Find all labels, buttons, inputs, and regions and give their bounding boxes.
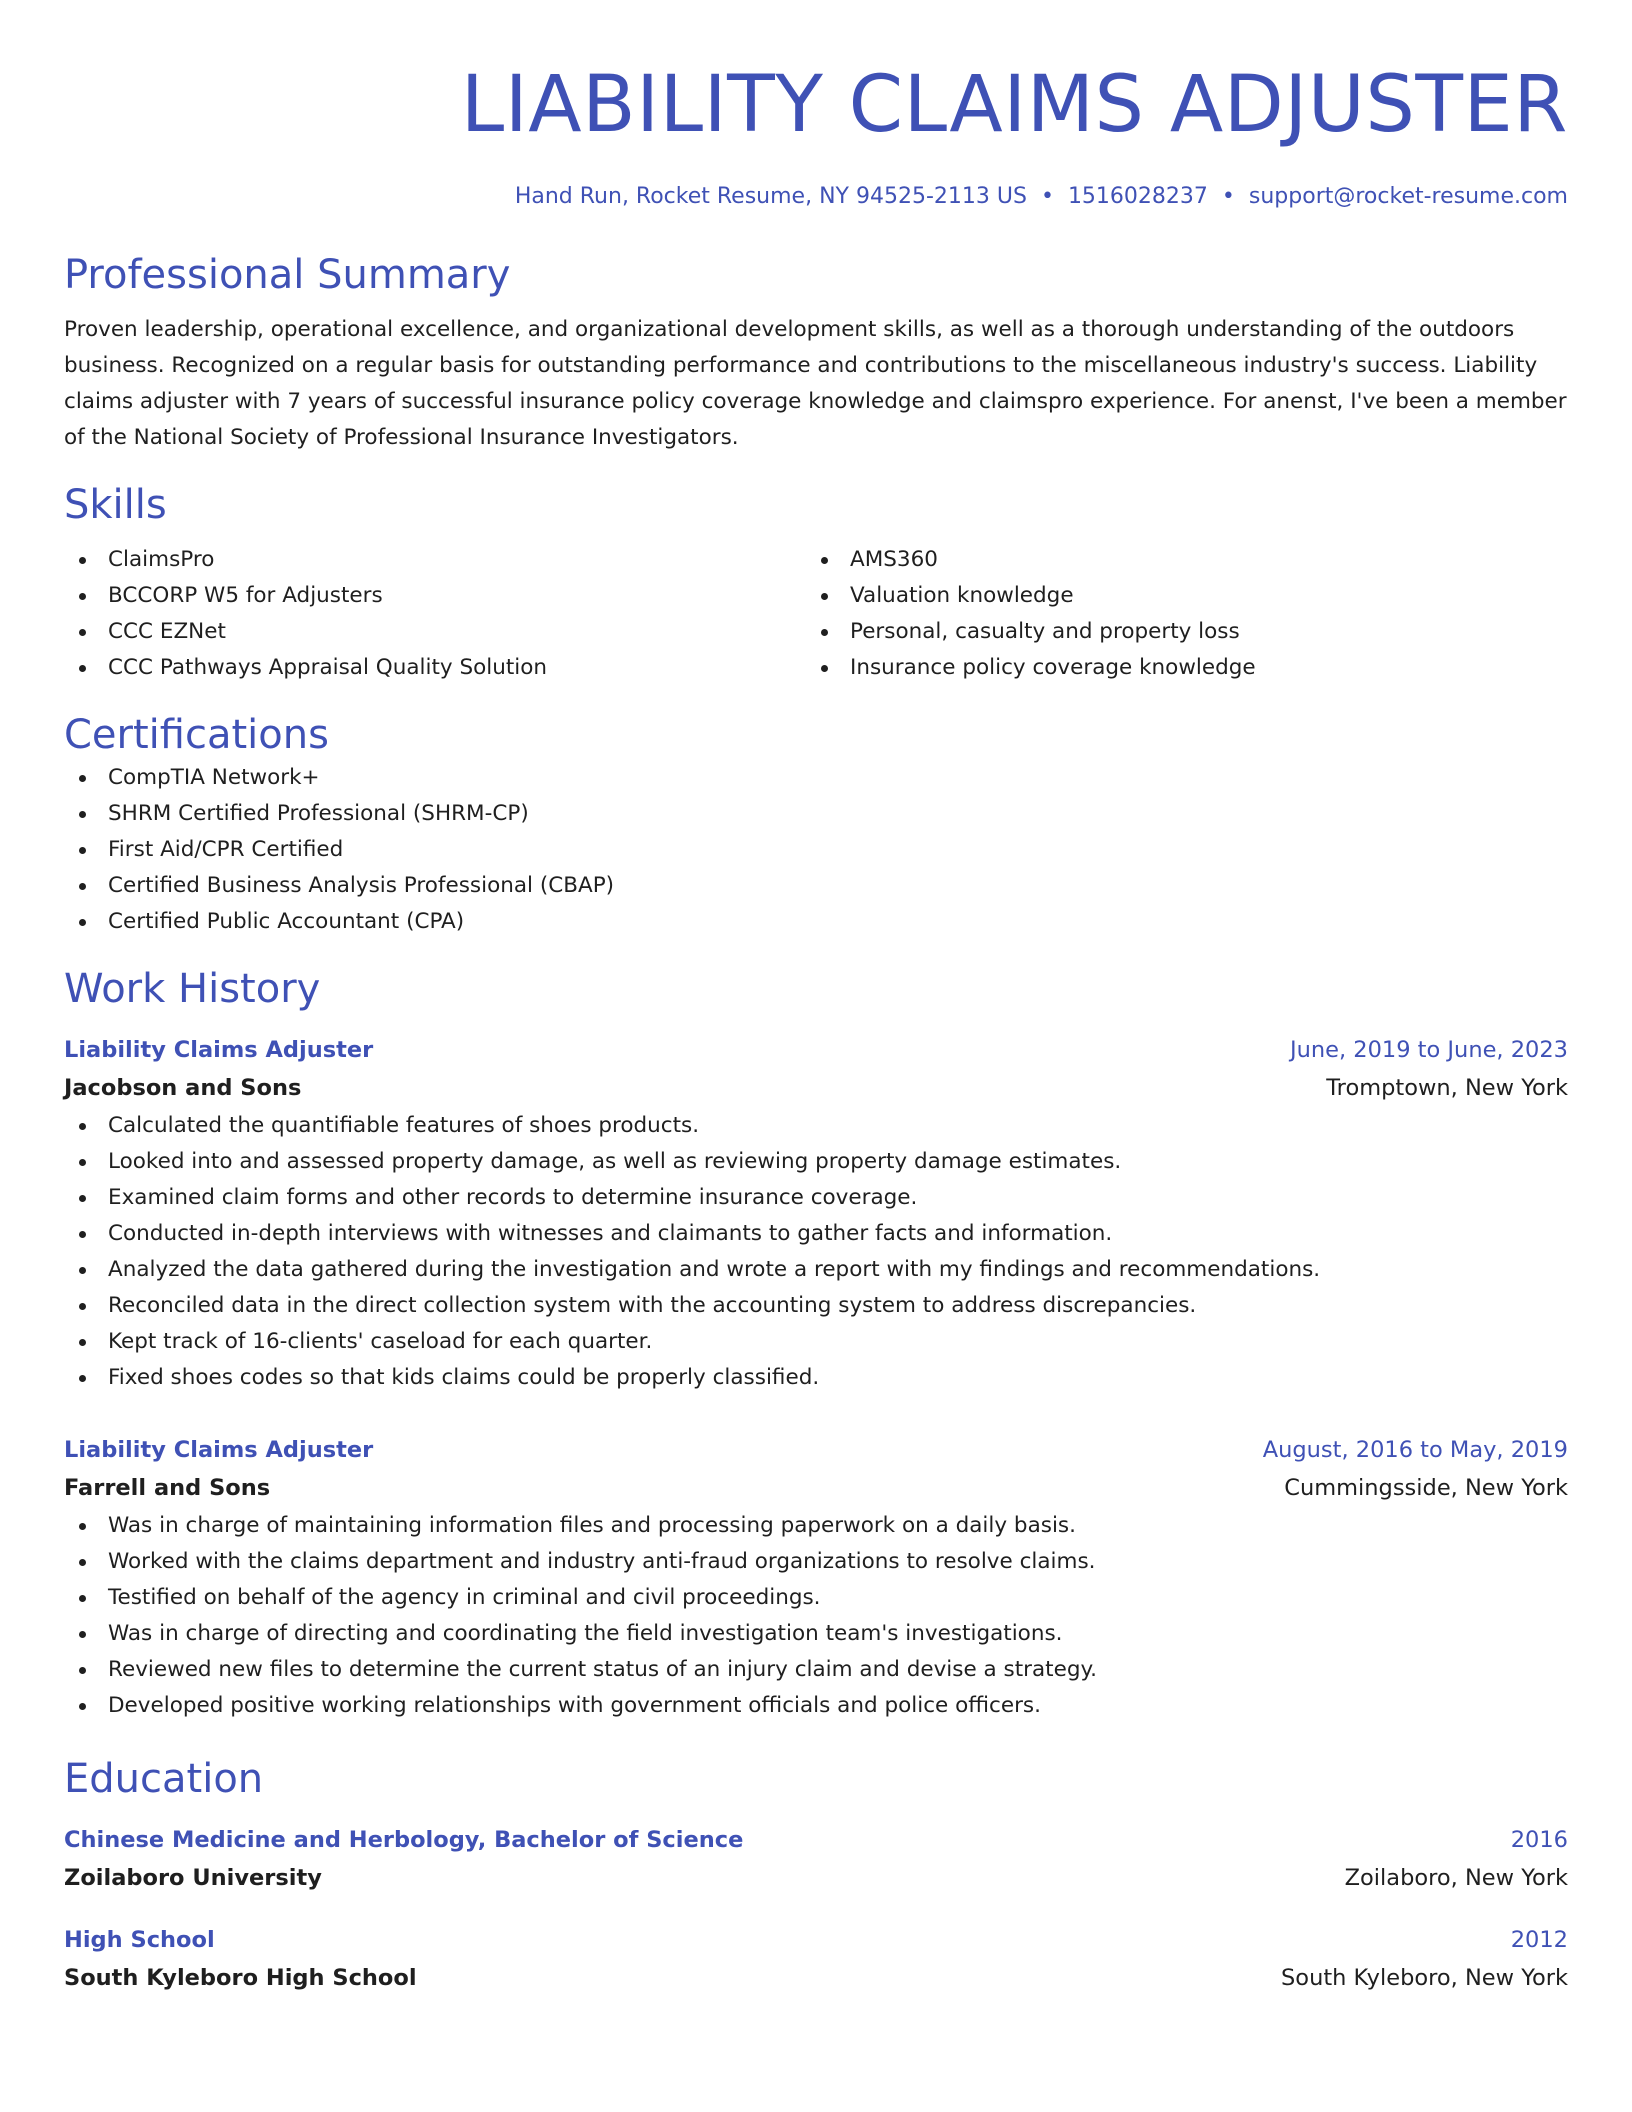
job-title: Liability Claims Adjuster (64, 1437, 374, 1463)
job-employer: Jacobson and Sons (64, 1075, 302, 1101)
job-header-row (64, 1432, 1568, 1468)
job-header-row (64, 1032, 1568, 1068)
job-duty: Analyzed the data gathered during the investigation and wrote a report with my findings and recommendations. (64, 1252, 1568, 1288)
skills-column-left (64, 542, 806, 686)
education-degree: Chinese Medicine and Herbology, Bachelor of Science (64, 1827, 744, 1853)
skills-column-right (806, 542, 1548, 686)
contact-separator: • (1040, 184, 1054, 209)
education-degree: High School (64, 1927, 215, 1953)
job-duty: Was in charge of maintaining information files and processing paperwork on a daily basis. (64, 1508, 1568, 1544)
job-duty: Reviewed new files to determine the current status of an injury claim and devise a strategy. (64, 1652, 1568, 1688)
education-location: South Kyleboro, New York (1281, 1965, 1568, 1991)
resume-name: LIABILITY CLAIMS ADJUSTER (460, 60, 1568, 150)
skills-list-right (806, 542, 1548, 686)
summary-heading: Professional Summary (64, 252, 511, 298)
job-duty: Fixed shoes codes so that kids claims could be properly classified. (64, 1360, 1568, 1396)
certification-item: SHRM Certified Professional (SHRM-CP) (64, 796, 1568, 832)
contact-email[interactable]: support@rocket-resume.com (1248, 184, 1568, 209)
summary-text: Proven leadership, operational excellence, and organizational development skills, as well as a thorough understanding of the outdoors business. Recognized on a regular basis for outstanding performance and contributions to the miscellaneous industry's success. Liability claims adjuster with 7 years of successful insurance policy coverage knowledge and claimspro experience. For anenst, I've been a member of the National Society of Professional Insurance Investigators. (64, 317, 1567, 450)
skills-heading: Skills (64, 482, 167, 528)
skill-item: BCCORP W5 for Adjusters (64, 578, 806, 614)
education-entry (64, 1822, 1568, 1898)
skill-item: Valuation knowledge (806, 578, 1548, 614)
skill-item: CCC EZNet (64, 614, 806, 650)
resume-page (64, 0, 1568, 1998)
job-location: Tromptown, New York (1326, 1075, 1568, 1101)
contact-address: Hand Run, Rocket Resume, NY 94525-2113 US (514, 184, 1027, 209)
job-duty: Was in charge of directing and coordinating the field investigation team's investigations. (64, 1616, 1568, 1652)
contact-phone: 1516028237 (1067, 184, 1208, 209)
job-duty: Worked with the claims department and industry anti-fraud organizations to resolve claims. (64, 1544, 1568, 1580)
skill-item: Insurance policy coverage knowledge (806, 650, 1548, 686)
skills-grid (64, 542, 1568, 686)
job-dates: August, 2016 to May, 2019 (1262, 1437, 1568, 1463)
education-school: South Kyleboro High School (64, 1965, 417, 1991)
education-year: 2016 (1510, 1827, 1568, 1853)
job-entry (64, 1032, 1568, 1396)
contact-separator: • (1221, 184, 1235, 209)
education-school: Zoilaboro University (64, 1865, 322, 1891)
job-duty: Conducted in-depth interviews with witnesses and claimants to gather facts and information. (64, 1216, 1568, 1252)
job-duties-list (64, 1508, 1568, 1724)
certification-item: Certified Public Accountant (CPA) (64, 904, 1568, 940)
skill-item: AMS360 (806, 542, 1548, 578)
education-location: Zoilaboro, New York (1344, 1865, 1568, 1891)
job-duty: Testified on behalf of the agency in criminal and civil proceedings. (64, 1580, 1568, 1616)
certification-item: CompTIA Network+ (64, 760, 1568, 796)
certification-item: First Aid/CPR Certified (64, 832, 1568, 868)
education-school-row (64, 1958, 1568, 1998)
job-entry (64, 1432, 1568, 1724)
education-school-row (64, 1858, 1568, 1898)
job-employer-row (64, 1068, 1568, 1108)
work-history-heading: Work History (64, 966, 321, 1012)
job-duty: Calculated the quantifiable features of shoes products. (64, 1108, 1568, 1144)
job-duty: Examined claim forms and other records to determine insurance coverage. (64, 1180, 1568, 1216)
job-duty: Reconciled data in the direct collection system with the accounting system to address discrepancies. (64, 1288, 1568, 1324)
education-heading: Education (64, 1756, 264, 1802)
education-header-row (64, 1822, 1568, 1858)
certifications-heading: Certifications (64, 712, 329, 758)
job-location: Cummingsside, New York (1284, 1475, 1568, 1501)
education-header-row (64, 1922, 1568, 1958)
job-dates: June, 2019 to June, 2023 (1289, 1037, 1568, 1063)
job-employer: Farrell and Sons (64, 1475, 271, 1501)
skill-item: Personal, casualty and property loss (806, 614, 1548, 650)
job-employer-row (64, 1468, 1568, 1508)
education-entry (64, 1922, 1568, 1998)
job-title: Liability Claims Adjuster (64, 1037, 374, 1063)
skills-list-left (64, 542, 806, 686)
job-duties-list (64, 1108, 1568, 1396)
job-duty: Looked into and assessed property damage, as well as reviewing property damage estimates. (64, 1144, 1568, 1180)
education-year: 2012 (1510, 1927, 1568, 1953)
certifications-list (64, 760, 1568, 940)
skill-item: CCC Pathways Appraisal Quality Solution (64, 650, 806, 686)
job-duty: Kept track of 16-clients' caseload for each quarter. (64, 1324, 1568, 1360)
contact-line (64, 182, 1568, 212)
certification-item: Certified Business Analysis Professional (CBAP) (64, 868, 1568, 904)
job-duty: Developed positive working relationships with government officials and police officers. (64, 1688, 1568, 1724)
skill-item: ClaimsPro (64, 542, 806, 578)
